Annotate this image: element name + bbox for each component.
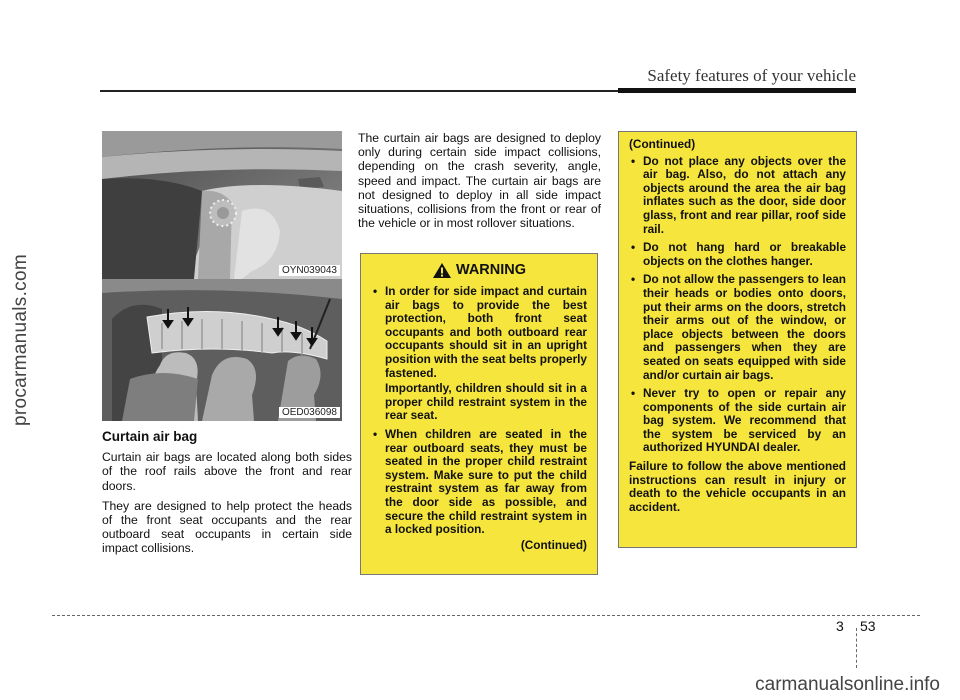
curtain-airbag-label-photo-icon: [102, 131, 342, 279]
paragraph: They are designed to help protect the heads of the front seat occupants and the rear outboard seat occupants in certain side impact collisions.: [102, 498, 352, 556]
warning-list: [371, 285, 587, 380]
footer-rule: [52, 615, 920, 616]
continued-list: [629, 155, 846, 455]
continued-label: (Continued): [520, 537, 587, 552]
list-item: • Never try to open or repair any components of the side curtain air bag system. We recommend that the system be serviced by an authorized HYUNDAI dealer.: [629, 387, 846, 455]
list-item: • Do not place any objects over the air bag. Also, do not attach any objects around the area the air bag inflates such as the door, side door glass, front and rear pillar, roof side rail.: [629, 155, 846, 237]
deployment-description: [358, 131, 601, 230]
page-header-title: Safety features of your vehicle: [647, 66, 856, 85]
header-accent-bar: [618, 88, 856, 93]
list-item: • In order for side impact and curtain air bags to provide the best protection, both front seat occupants and both outboard rear occupants should sit in an upright position with the seat belts properly fastened.: [371, 285, 587, 380]
airbag-label-photo: [102, 131, 342, 279]
warning-triangle-icon: [432, 262, 452, 279]
paragraph: Curtain air bags are located along both sides of the roof rails above the front and rear doors.: [102, 450, 352, 493]
warning-heading: [371, 262, 587, 279]
curtain-airbag-deployed-illustration-icon: [102, 279, 342, 421]
list-item: • Do not hang hard or breakable objects on the clothes hanger.: [629, 241, 846, 268]
final-warning: Failure to follow the above mentioned instructions can result in injury or death to the vehicle occupants in an accident.: [629, 459, 846, 514]
list-item: • When children are seated in the rear outboard seats, they must be seated in the proper child restraint system. Make sure to put the child restraint system as far away from the door side as possible, and secure the child restraint system in a locked position.: [371, 428, 587, 537]
warning-title: WARNING: [455, 261, 527, 278]
airbag-deployed-illustration: [102, 279, 342, 421]
list-item: • Do not allow the passengers to lean their heads or bodies onto doors, put their arms on the doors, stretch their arms out of the window, or place objects between the doors and passengers when they are seated on seats equipped with side and/or curtain air bags.: [629, 273, 846, 382]
page-number: 53: [860, 618, 876, 634]
side-watermark: [6, 130, 36, 550]
continued-heading: (Continued): [629, 137, 696, 151]
footer-divider: [856, 628, 857, 668]
image-code-1: OYN039043: [279, 265, 340, 276]
bottom-watermark: carmanualsonline.info: [755, 674, 940, 695]
warning-list: [371, 428, 587, 537]
section-number: 3: [836, 618, 844, 634]
curtain-airbag-section: [102, 430, 352, 562]
section-heading: Curtain air bag: [102, 429, 198, 444]
continued-warning-box: [618, 131, 857, 548]
side-watermark-text: procarmanuals.com: [10, 254, 31, 426]
image-code-2: OED036098: [279, 407, 340, 418]
warning-box: [360, 253, 598, 575]
warning-note: Importantly, children should sit in a proper child restraint system in the rear seat.: [385, 381, 587, 423]
paragraph: The curtain air bags are designed to deploy only during certain side impact collisions, depending on the crash severity, angle, speed and impact. The curtain air bags are not designed to deploy in all side impact situations, collisions from the front or rear of the vehicle or in most rollover situations.: [358, 131, 601, 231]
